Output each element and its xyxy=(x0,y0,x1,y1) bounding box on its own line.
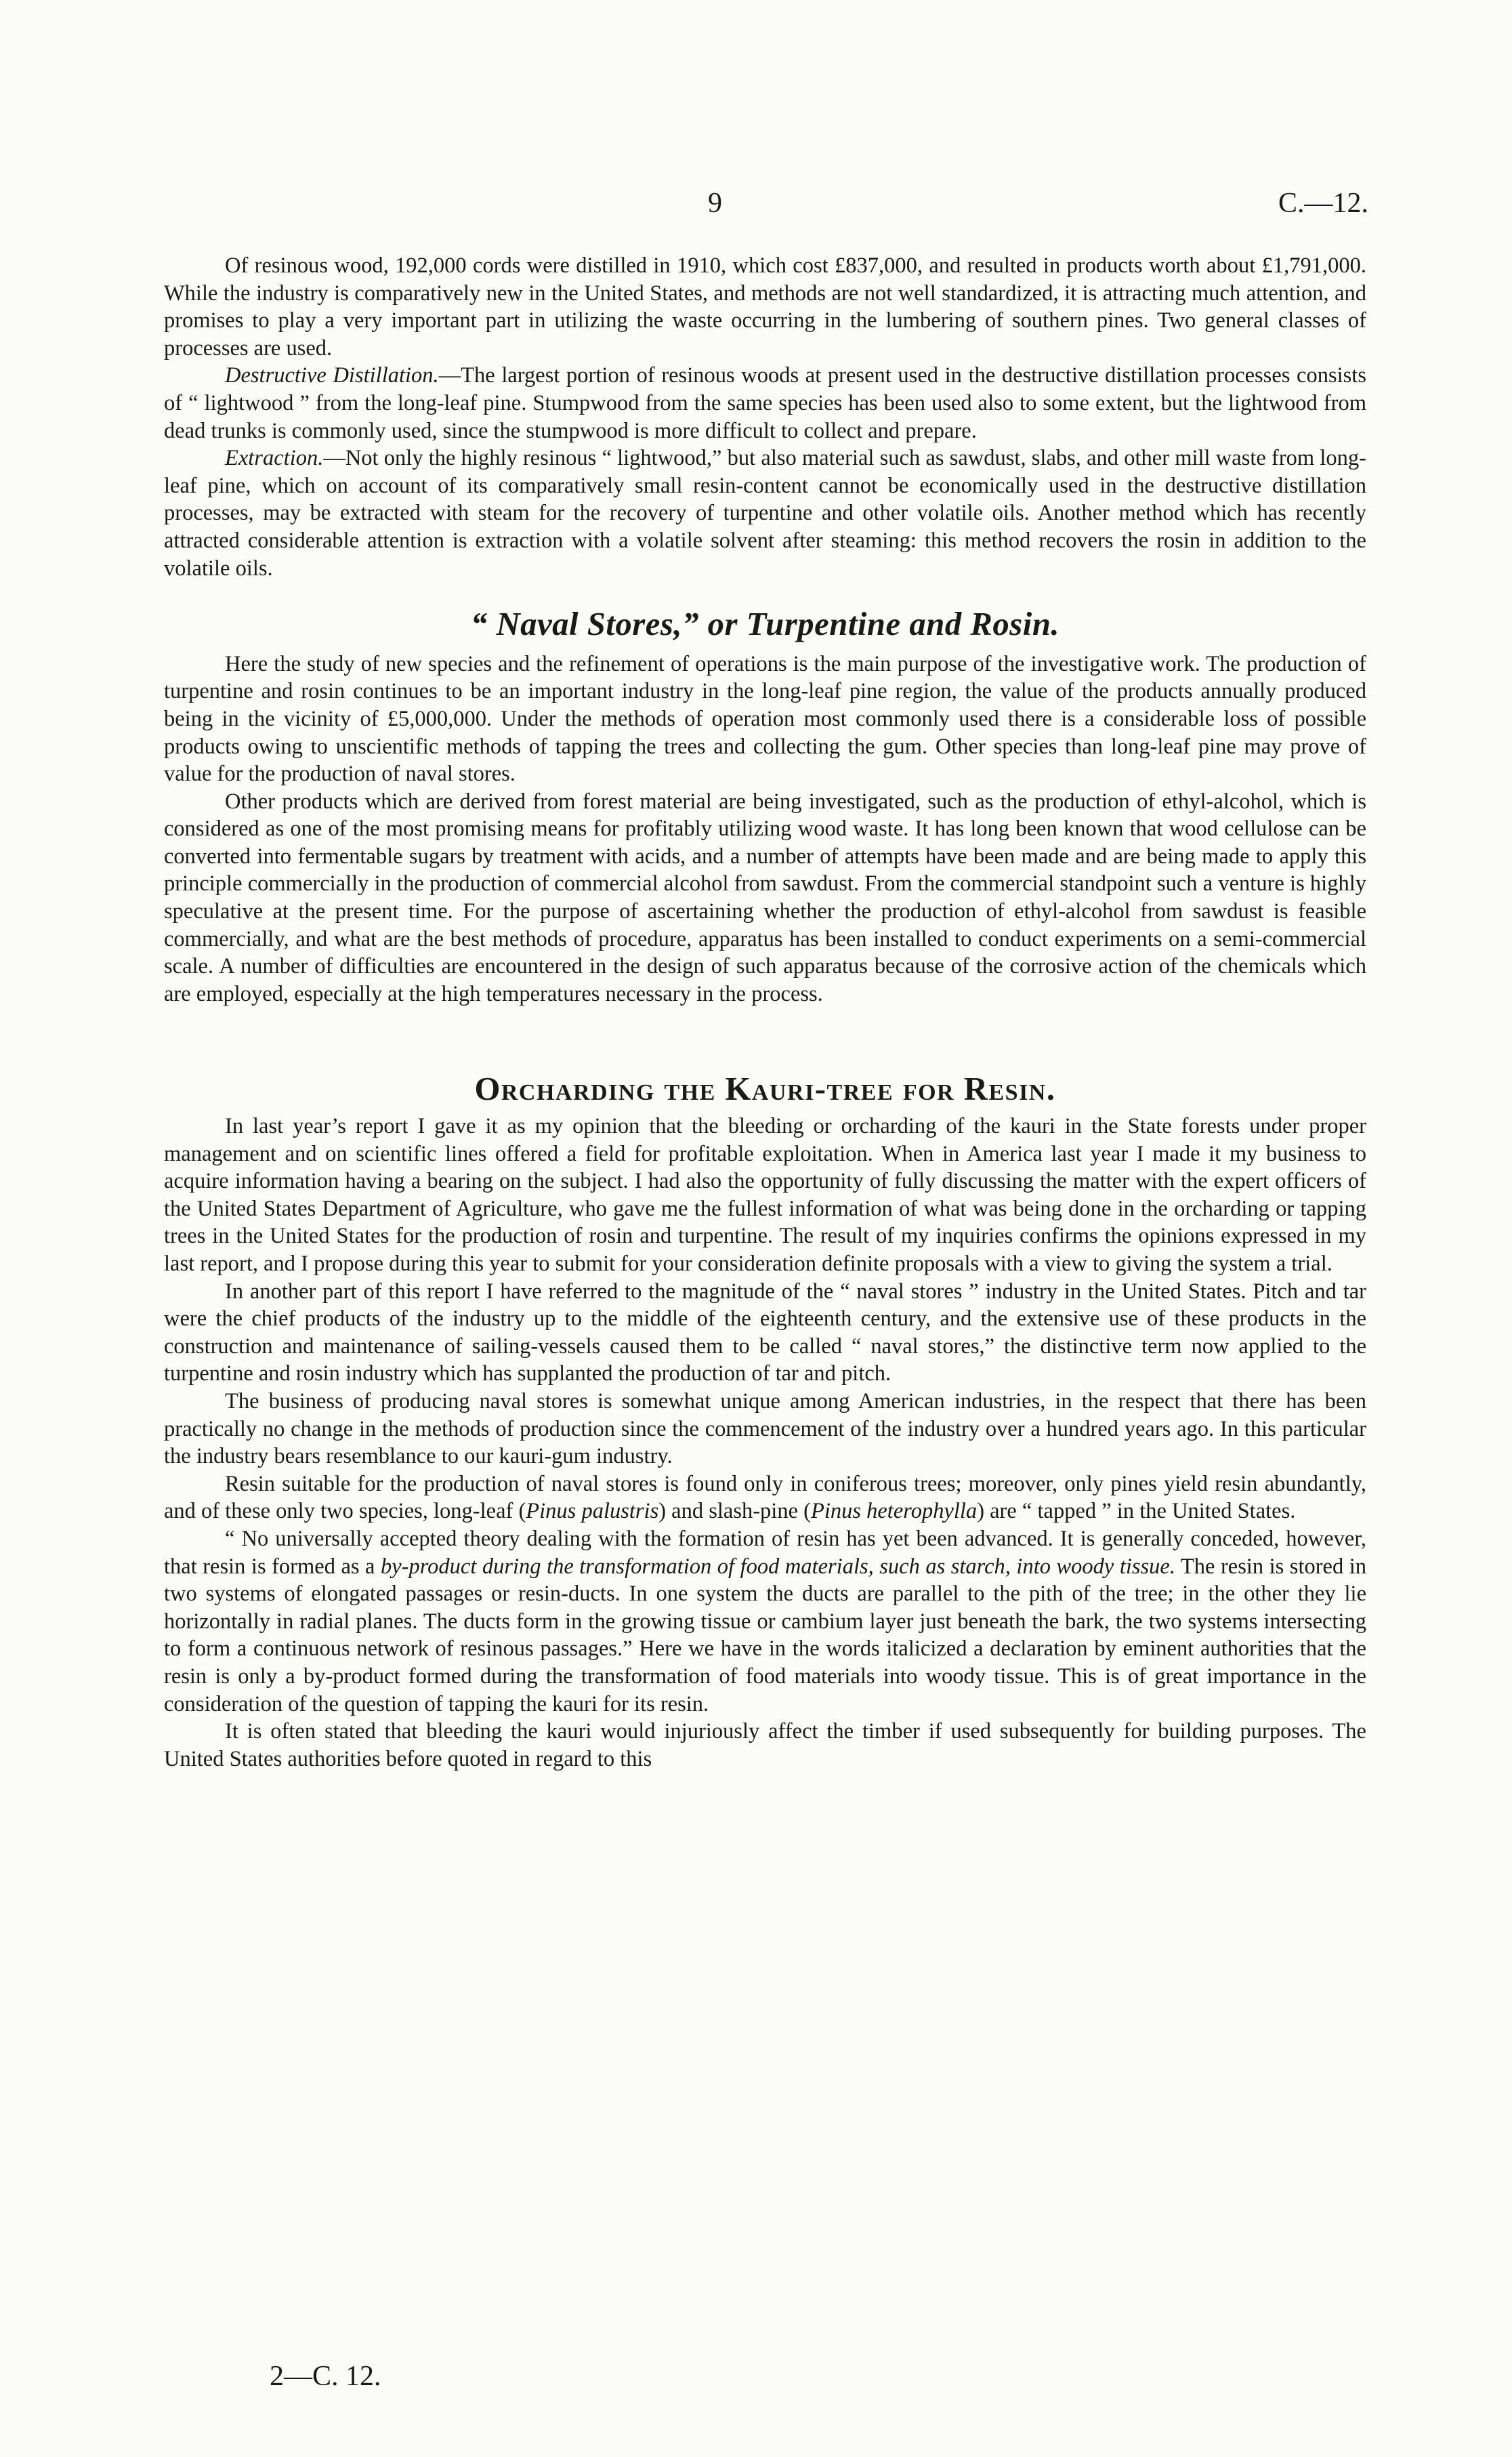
footer-signature: 2—C. 12. xyxy=(270,2361,381,2392)
paragraph-naval-stores-industry: In another part of this report I have referred to the magnitude of the “ naval stores ” industry in the United States. Pitch and tar were the chief products of the industry up to the middle of the eighteenth century, and the extensive use of these products in the construction and maintenance of sailing-vessels caused them to be called “ naval stores,” the distinctive term now applied to the turpentine and rosin industry which has supplanted the production of tar and pitch. xyxy=(164,1279,1366,1386)
paragraph-text: —The largest portion of resinous woods at present used in the destructive distillation processes consists of “ lightwood ” from the long-leaf pine. Stumpwood from the same species has been used also to some extent, but the lightwood from dead trunks is commonly used, since the stumpwood is more difficult to collect and prepare. xyxy=(164,363,1366,443)
paragraph-investigative-work: Here the study of new species and the refinement of operations is the main purpose of the investigative work. The production of turpentine and rosin continues to be an important industry in the long-leaf pine region, the value of the products annually produced being in the vicinity of £5,000,000. Under the methods of operation most commonly used there is a considerable loss of possible products owing to unscientific methods of tapping the trees and collecting the gum. Other species than long-leaf pine may prove of value for the production of naval stores. xyxy=(164,651,1366,787)
text-run: ) and slash-pine ( xyxy=(658,1499,811,1524)
paragraph-resin-species xyxy=(164,1470,1366,1525)
text-run: “ No universally accepted theory dealing with the formation of resin has yet been advanced. It is generally conceded, however, that resin is formed as a xyxy=(164,1526,1366,1579)
page-number: 9 xyxy=(708,188,722,219)
paragraph-bleeding-timber: It is often stated that bleeding the kauri would injuriously affect the timber if used subsequently for building purposes. The United States authorities before quoted in regard to this xyxy=(164,1719,1366,1771)
paragraph-destructive-distillation xyxy=(164,362,1366,445)
paragraph-ethyl-alcohol: Other products which are derived from forest material are being investigated, such as the production of ethyl-alcohol, which is considered as one of the most promising means for profitably utilizing wood waste. It has long been known that wood cellulose can be converted into fermentable sugars by treatment with acids, and a number of attempts have been made and are being made to apply this principle commercially in the production of commercial alcohol from sawdust. From the commercial standpoint such a venture is highly speculative at the present time. For the purpose of ascertaining whether the production of ethyl-alcohol from sawdust is feasible commercially, and what are the best methods of procedure, apparatus has been installed to conduct experiments on a semi-commercial scale. A number of difficulties are encountered in the design of such apparatus because of the corrosive action of the chemicals which are employed, especially at the high temperatures necessary in the process. xyxy=(164,789,1366,1006)
section-title-naval-stores: “ Naval Stores,” or Turpentine and Rosin. xyxy=(470,606,1060,643)
paragraph-text: —Not only the highly resinous “ lightwood,” but also material such as sawdust, slabs, and other mill waste from long-leaf pine, which on account of its comparatively small resin-content cannot be economically used in the destructive distillation processes, may be extracted with steam for the recovery of turpentine and other volatile oils. Another method which has recently attracted considerable attention is extraction with a volatile solvent after steaming: this method recovers the rosin in addition to the volatile oils. xyxy=(164,446,1366,581)
page-header xyxy=(210,183,1368,224)
run-in-heading: Destructive Distillation. xyxy=(225,363,439,388)
paragraph-last-year-report: In last year’s report I gave it as my opinion that the bleeding or orcharding of the kauri in the State forests under proper management and on scientific lines offered a field for profitable exploitation. When in America last year I made it my business to acquire information having a bearing on the subject. I had also the opportunity of fully discussing the matter with the expert officers of the United States Department of Agriculture, who gave me the fullest information of what was being done in the orcharding or tapping trees in the United States for the production of rosin and turpentine. The result of my inquiries confirms the opinions expressed in my last report, and I propose during this year to submit for your consideration definite proposals with a view to giving the system a trial. xyxy=(164,1114,1366,1276)
species-name: Pinus palustris xyxy=(526,1499,659,1524)
paragraph-resin-theory xyxy=(164,1525,1366,1718)
text-run: The resin is stored in two systems of elongated passages or resin-ducts. In one system the ducts are parallel to the pith of the tree; in the other they lie horizontally in radial planes. The ducts form in the growing tissue or cambium layer just beneath the bark, the two systems intersecting to form a continuous network of resinous passages.” Here we have in the words italicized a declaration by eminent authorities that the resin is only a by-product formed during the transformation of food materials into woody tissue. This is of great importance in the consideration of the question of tapping the kauri for its resin. xyxy=(164,1554,1367,1716)
species-name: Pinus heterophylla xyxy=(810,1499,978,1524)
italicized-quote: by-product during the transformation of food materials, such as starch, into woody tissue. xyxy=(380,1554,1175,1579)
paragraph-resinous-wood: Of resinous wood, 192,000 cords were distilled in 1910, which cost £837,000, and resulted in products worth about £1,791,000. While the industry is comparatively new in the United States, and methods are not well standardized, it is attracting much attention, and promises to play a very important part in utilizing the waste occurring in the lumbering of southern pines. Two general classes of processes are used. xyxy=(164,253,1366,360)
body-text xyxy=(164,252,1366,1773)
section-title-kauri-resin: Orcharding the Kauri-tree for Resin. xyxy=(474,1071,1056,1108)
text-run: Resin suitable for the production of naval stores is found only in coniferous trees; moreover, only pines yield resin abundantly, and of these only two species, long-leaf ( xyxy=(164,1471,1366,1524)
paragraph-producing-naval-stores: The business of producing naval stores is somewhat unique among American industries, in the respect that there has been practically no change in the methods of production since the commencement of the industry over a hundred years ago. In this particular the industry bears resemblance to our kauri-gum industry. xyxy=(164,1388,1366,1469)
run-in-heading: Extraction. xyxy=(225,446,324,471)
document-code: C.—12. xyxy=(1278,188,1368,219)
text-run: ) are “ tapped ” in the United States. xyxy=(977,1499,1296,1524)
paragraph-extraction xyxy=(164,445,1366,582)
